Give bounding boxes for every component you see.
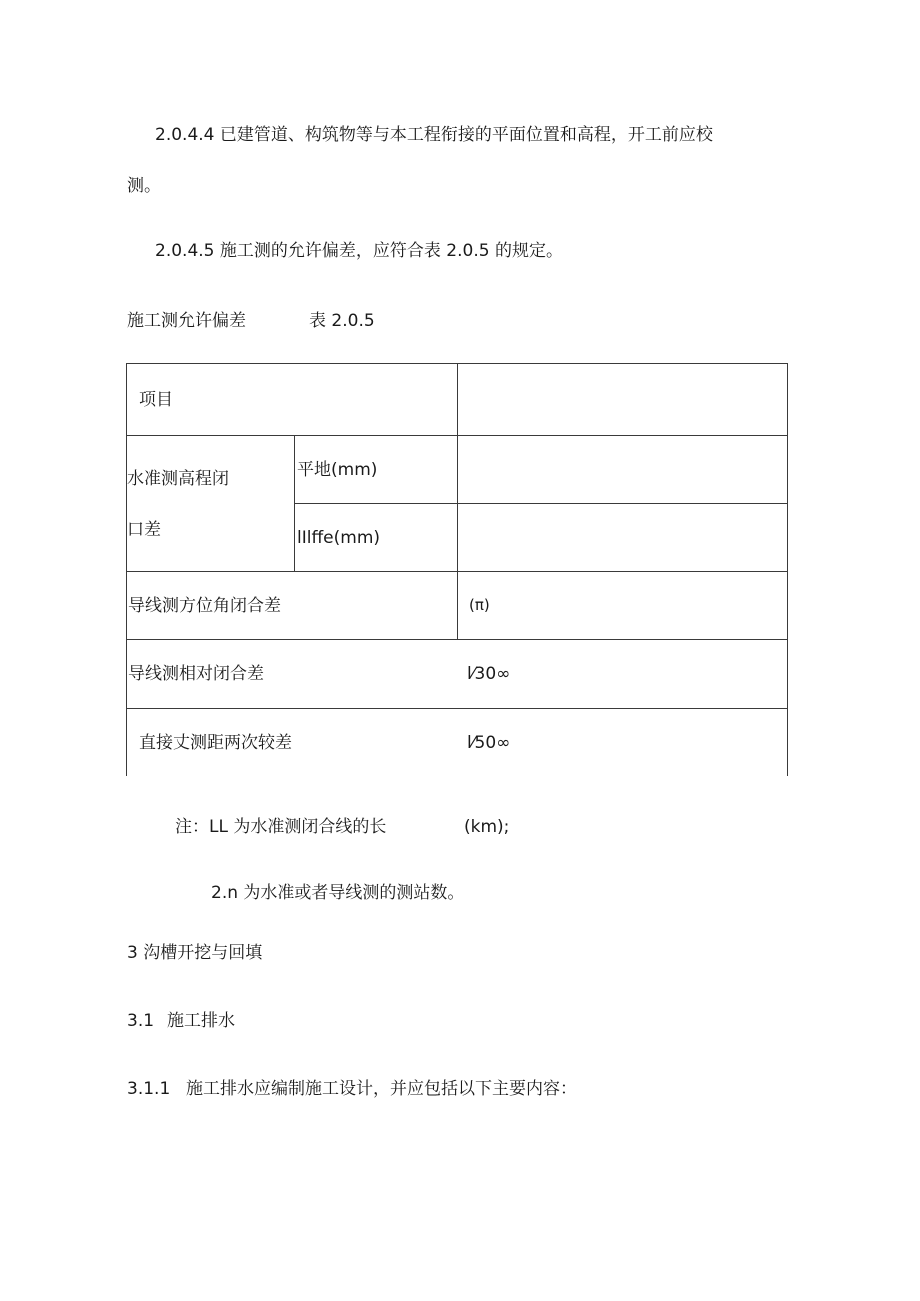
section-3-1-title: 施工排水 (167, 1011, 235, 1031)
table-cell-group-label-line2: 口差 (127, 520, 161, 540)
table-header-item: 项目 (139, 390, 173, 410)
table-cell-value: l⁄30∞ (467, 664, 511, 684)
table-cell-label: 直接丈测距两次较差 (139, 733, 292, 753)
table-caption-number: 表 2.0.5 (309, 311, 375, 331)
section-3-1-1-number: 3.1.1 (127, 1079, 171, 1099)
paragraph-2-0-4-5: 2.0.4.5 施工测的允许偏差，应符合表 2.0.5 的规定。 (155, 241, 563, 261)
table-rule (457, 363, 458, 640)
table-rule (787, 363, 788, 776)
section-3-heading: 3 沟槽开挖与回填 (127, 943, 263, 963)
table-cell-label: 导线测方位角闭合差 (128, 596, 281, 616)
section-3-1-1-text: 施工排水应编制施工设计，并应包括以下主要内容： (186, 1079, 577, 1099)
table-rule (126, 363, 127, 776)
table-cell-sub2: lIlffe(mm) (297, 528, 381, 548)
table-cell-sub1: 平地(mm) (297, 460, 378, 480)
paragraph-2-0-4-4-line1: 2.0.4.4 已建管道、构筑物等与本工程衔接的平面位置和高程，开工前应校 (155, 125, 713, 145)
note-1: 注：LL 为水准测闭合线的长 (175, 817, 387, 837)
table-rule (126, 708, 788, 709)
table-cell-value: l⁄50∞ (467, 733, 511, 753)
paragraph-2-0-4-4-line2: 测。 (127, 176, 161, 196)
table-rule (294, 435, 295, 572)
note-2: 2.n 为水准或者导线测的测站数。 (211, 883, 465, 903)
table-cell-group-label-line1: 水准测高程闭 (127, 469, 229, 489)
table-cell-label: 导线测相对闭合差 (128, 664, 264, 684)
note-1-unit: (km); (464, 817, 510, 837)
table-rule (294, 503, 788, 504)
table-caption-title: 施工测允许偏差 (127, 311, 246, 331)
table-cell-value: (π) (469, 596, 490, 614)
section-3-1-number: 3.1 (127, 1011, 155, 1031)
